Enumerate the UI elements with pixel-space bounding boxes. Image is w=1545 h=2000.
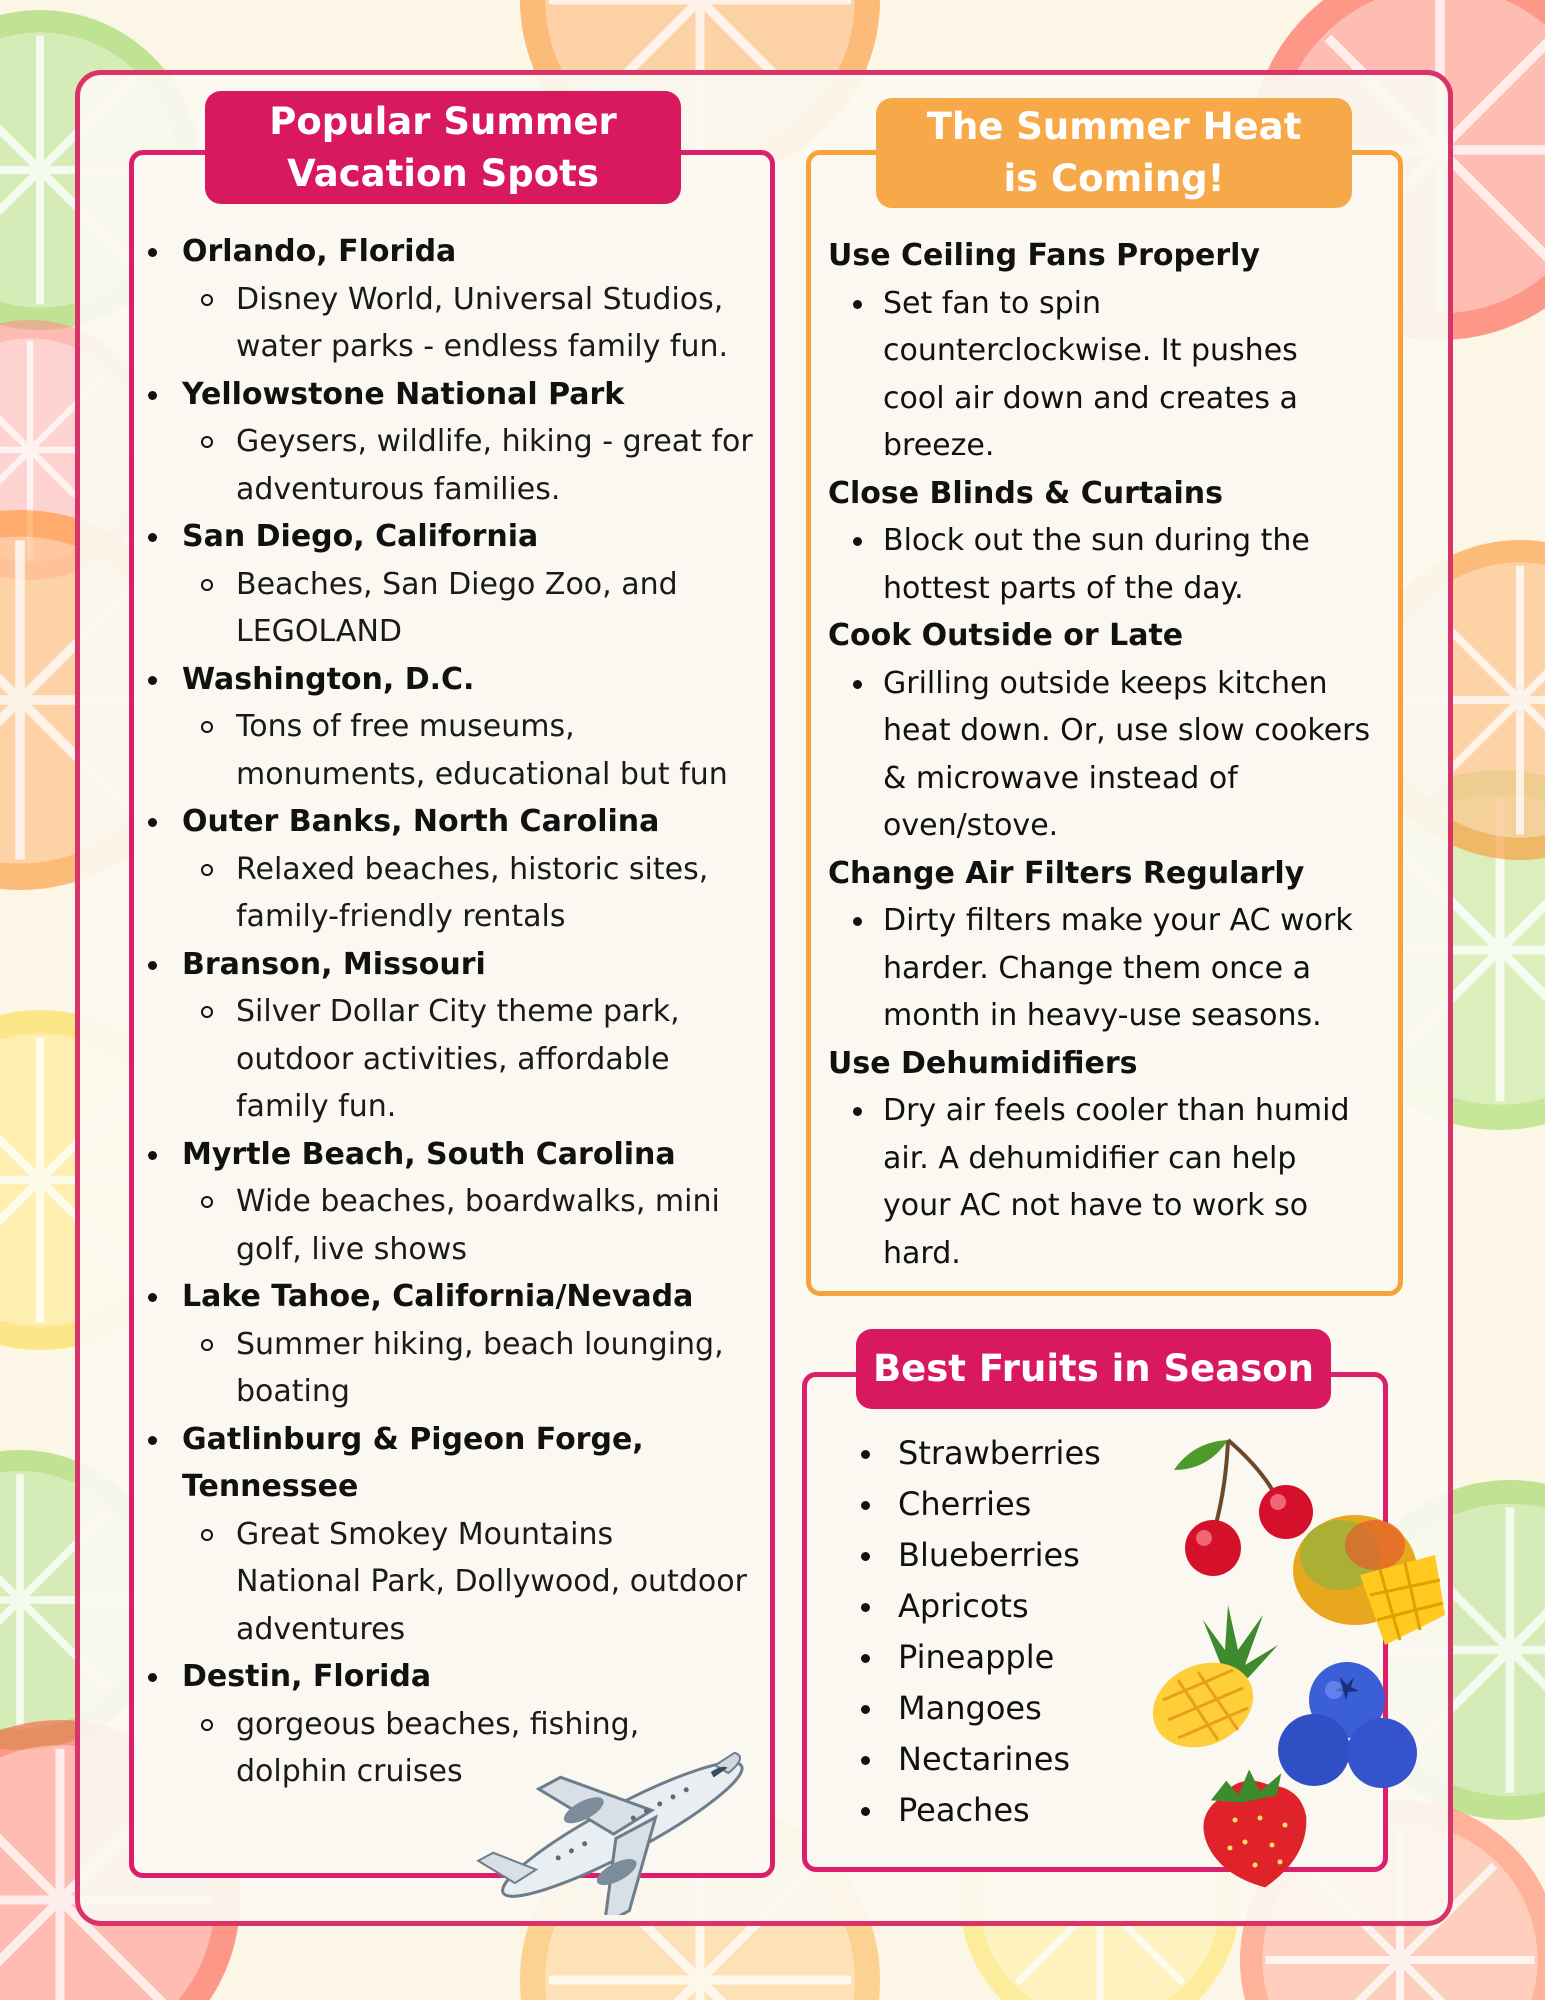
spot-description-line: adventures: [236, 1611, 406, 1647]
spot-description-line: Beaches, San Diego Zoo, and: [236, 566, 678, 602]
tip-description-line: month in heavy-use seasons.: [883, 998, 1322, 1033]
tip-description-line: your AC not have to work so: [883, 1188, 1309, 1223]
spot-description-line: Disney World, Universal Studios,: [236, 281, 724, 317]
tip-title: Use Dehumidifiers: [828, 1045, 1138, 1081]
spot-description-line: outdoor activities, affordable: [236, 1041, 670, 1077]
tip-description-line: Dry air feels cooler than humid: [883, 1093, 1350, 1128]
airplane-icon: [470, 1735, 770, 1915]
spot-title: Destin, Florida: [148, 1653, 768, 1701]
tip-description: [883, 517, 1398, 612]
tip-title: Close Blinds & Curtains: [828, 475, 1223, 511]
tip-description-line: heat down. Or, use slow cookers: [883, 713, 1371, 748]
spot-title: Washington, D.C.: [148, 656, 768, 704]
tip-description-line: hard.: [883, 1235, 961, 1271]
fruit-item: Pineapple: [858, 1632, 1158, 1683]
fruits-list: [858, 1428, 1158, 1836]
strawberry-icon: [1190, 1770, 1320, 1890]
tip-title: Change Air Filters Regularly: [828, 855, 1305, 891]
spot-description: [236, 1178, 768, 1273]
spot-description-line: water parks - endless family fun.: [236, 329, 729, 364]
summer-heat-heading: [876, 98, 1352, 208]
tip-description-line: air. A dehumidifier can help: [883, 1140, 1297, 1176]
spot-description-line: Great Smokey Mountains: [236, 1516, 614, 1552]
heat-tips-list: [828, 232, 1398, 1277]
tip-description-line: & microwave instead of: [883, 760, 1238, 796]
tip-description-line: Dirty filters make your AC work: [883, 903, 1353, 938]
spot-description-line: gorgeous beaches, fishing,: [236, 1706, 640, 1742]
tip-description-line: Grilling outside keeps kitchen: [883, 665, 1328, 701]
spot-description-line: Tons of free museums,: [236, 709, 575, 744]
spot-description-line: adventurous families.: [236, 471, 561, 507]
spot-description: [236, 988, 768, 1131]
fruits-heading-text: Best Fruits in Season: [872, 1347, 1315, 1390]
spot-description-line: family fun.: [236, 1089, 397, 1124]
tip-description-line: Set fan to spin: [883, 285, 1101, 321]
spot-description-line: Silver Dollar City theme park,: [236, 994, 680, 1029]
pineapple-icon: [1133, 1600, 1283, 1750]
spot-description-line: Relaxed beaches, historic sites,: [236, 851, 709, 887]
spot-description: [236, 561, 768, 656]
spot-description-line: monuments, educational but fun: [236, 756, 728, 792]
spot-title: Yellowstone National Park: [148, 371, 768, 419]
spot-description-line: dolphin cruises: [236, 1754, 463, 1789]
tip-description: [883, 897, 1398, 1040]
spot-description: [236, 418, 768, 513]
vacation-heading-text: Popular Summer Vacation Spots: [269, 99, 617, 195]
spot-description-line: family-friendly rentals: [236, 899, 566, 934]
spot-title: Myrtle Beach, South Carolina: [148, 1131, 768, 1179]
tip-description: [883, 1087, 1398, 1277]
tip-description-line: counterclockwise. It pushes: [883, 333, 1298, 368]
summer-heat-heading-text: The Summer Heat is Coming!: [926, 105, 1302, 200]
spot-description-line: boating: [236, 1374, 350, 1409]
tip-description: [883, 660, 1398, 850]
spot-description: [236, 1511, 768, 1654]
spot-description: [236, 276, 768, 371]
spot-description: [236, 846, 768, 941]
spot-description-line: LEGOLAND: [236, 614, 402, 649]
spot-description: [236, 1321, 768, 1416]
spot-description-line: golf, live shows: [236, 1231, 467, 1267]
fruit-item: Cherries: [858, 1479, 1158, 1530]
tip-description-line: breeze.: [883, 428, 995, 463]
vacation-heading: [205, 91, 681, 204]
tip-description-line: oven/stove.: [883, 808, 1059, 843]
spot-title: Outer Banks, North Carolina: [148, 798, 768, 846]
fruit-item: Mangoes: [858, 1683, 1158, 1734]
spot-description-line: National Park, Dollywood, outdoor: [236, 1564, 747, 1599]
vacation-spots-list: [148, 228, 768, 1796]
spot-title: Gatlinburg & Pigeon Forge, Tennessee: [148, 1416, 768, 1511]
tip-description-line: harder. Change them once a: [883, 950, 1311, 986]
fruit-item: Peaches: [858, 1785, 1158, 1836]
spot-description: [236, 703, 768, 798]
tip-description: [883, 280, 1398, 470]
tip-title: Cook Outside or Late: [828, 618, 1184, 653]
fruits-heading: [856, 1329, 1331, 1409]
fruit-item: Blueberries: [858, 1530, 1158, 1581]
tip-title: Use Ceiling Fans Properly: [828, 238, 1260, 273]
spot-title: Lake Tahoe, California/Nevada: [148, 1273, 768, 1321]
tip-description-line: hottest parts of the day.: [883, 570, 1244, 606]
fruit-item: Strawberries: [858, 1428, 1158, 1479]
fruit-item: Nectarines: [858, 1734, 1158, 1785]
spot-description-line: Summer hiking, beach lounging,: [236, 1326, 724, 1362]
spot-description-line: Wide beaches, boardwalks, mini: [236, 1184, 720, 1219]
tip-description-line: Block out the sun during the: [883, 523, 1310, 558]
mango-icon: [1285, 1495, 1455, 1650]
spot-title: Branson, Missouri: [148, 941, 768, 989]
spot-description-line: Geysers, wildlife, hiking - great for: [236, 424, 753, 459]
fruit-item: Apricots: [858, 1581, 1158, 1632]
spot-title: Orlando, Florida: [148, 228, 768, 276]
tip-description-line: cool air down and creates a: [883, 380, 1298, 416]
spot-title: San Diego, California: [148, 513, 768, 561]
